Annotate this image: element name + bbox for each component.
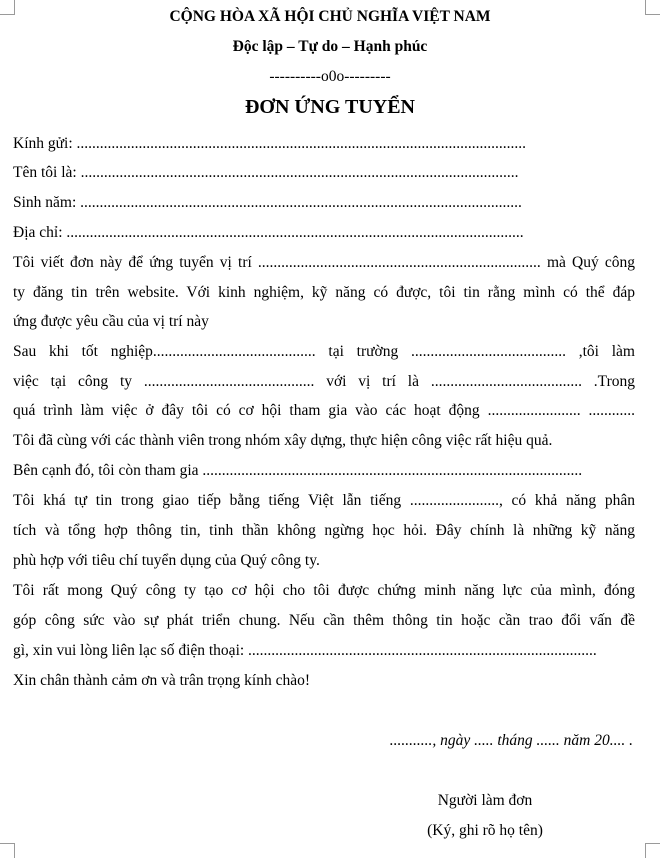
address-line: Địa chỉ: ...................................................................................................................... — [13, 224, 524, 241]
closing-line: Xin chân thành cảm ơn và trân trọng kính chào! — [13, 672, 311, 689]
separator: ----------o0o--------- — [269, 68, 391, 85]
salutation-line: Kính gửi: .................................................................................................................... — [13, 135, 527, 152]
body-line: góp công sức vào sự phát triển chung. Nếu cần thêm thông tin hoặc cần trao đổi vấn đề — [13, 612, 635, 629]
motto: Độc lập – Tự do – Hạnh phúc — [232, 38, 428, 55]
body-line: tích và tổng hợp thông tin, tinh thần không ngừng học hỏi. Đây chính là những kỹ năng — [13, 522, 635, 539]
crop-mark-bottom-right — [645, 843, 660, 858]
name-line: Tên tôi là: ................................................................................................................. — [13, 164, 519, 181]
body-line: Tôi rất mong Quý công ty tạo cơ hội cho tôi được chứng minh năng lực của mình, đóng — [13, 582, 635, 599]
document-title: ĐƠN ỨNG TUYỂN — [244, 96, 415, 118]
body-line: quá trình làm việc ở đây tôi có cơ hội tham gia vào các hoạt động ........................ ............ — [13, 402, 635, 419]
date-line: ..........., ngày ..... tháng ...... năm 20.... . — [389, 732, 633, 749]
body-line: Tôi viết đơn này để ứng tuyển vị trí ......................................................................... mà Quý công — [13, 254, 635, 271]
phone-line: gì, xin vui lòng liên lạc số điện thoại: .......................................................................................... — [13, 642, 597, 659]
body-line: Bên cạnh đó, tôi còn tham gia .................................................................................................. — [13, 462, 583, 479]
body-line: Tôi khá tự tin trong giao tiếp bằng tiếng Việt lẫn tiếng ......................., có khả năng phân — [13, 492, 635, 509]
body-line: ty đăng tin trên website. Với kinh nghiệm, kỹ năng có được, tôi tin rằng mình có thể đáp — [13, 284, 635, 301]
country-heading: CỘNG HÒA XÃ HỘI CHỦ NGHĨA VIỆT NAM — [169, 8, 491, 25]
birth-year-line: Sinh năm: .................................................................................................................. — [13, 194, 522, 211]
body-line: việc tại công ty ............................................ với vị trí là ....................................... .Trong — [13, 373, 635, 390]
signer-label: Người làm đơn — [437, 792, 533, 809]
crop-mark-bottom-left — [0, 843, 15, 858]
body-line: Tôi đã cùng với các thành viên trong nhóm xây dựng, thực hiện công việc rất hiệu quả. — [13, 432, 553, 449]
body-line: Sau khi tốt nghiệp.......................................... tại trường ........................................ ,tôi làm — [13, 343, 635, 360]
body-line: phù hợp với tiêu chí tuyển dụng của Quý công ty. — [13, 552, 320, 569]
body-line: ứng được yêu cầu của vị trí này — [13, 313, 209, 330]
signer-note: (Ký, ghi rõ họ tên) — [427, 822, 543, 839]
